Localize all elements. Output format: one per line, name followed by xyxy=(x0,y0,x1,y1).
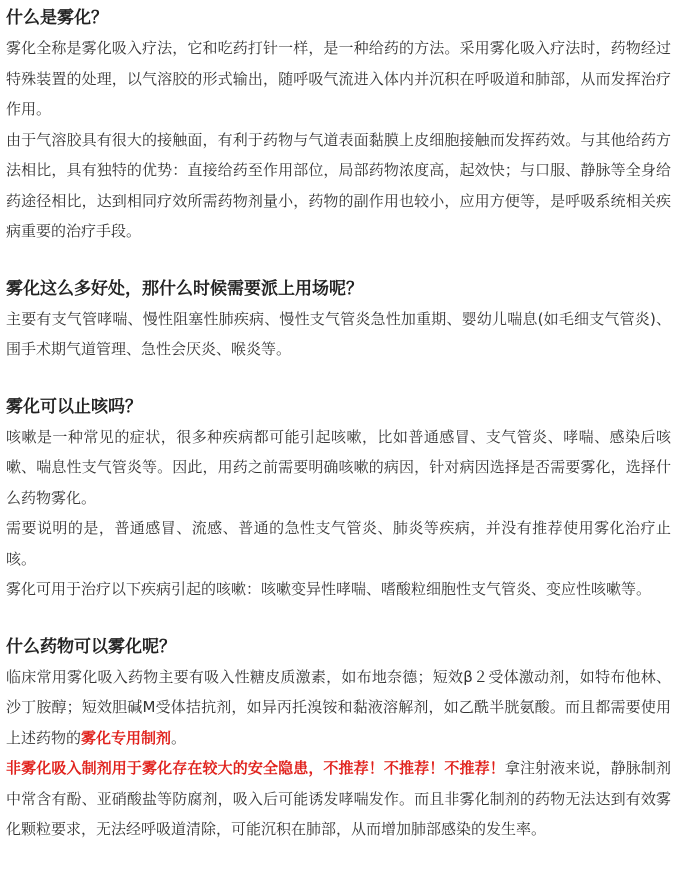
paragraph: 需要说明的是，普通感冒、流感、普通的急性支气管炎、肺炎等疾病，并没有推荐使用雾化治疗止咳。 xyxy=(6,519,671,568)
section-when-to-use xyxy=(6,275,671,365)
paragraph: 主要有支气管哮喘、慢性阻塞性肺疾病、慢性支气管炎急性加重期、婴幼儿喘息(如毛细支气管炎)、围手术期气道管理、急性会厌炎、喉炎等。 xyxy=(6,309,671,358)
section-heading: 雾化这么多好处，那什么时候需要派上用场呢？ xyxy=(6,278,363,299)
section-heading: 什么是雾化？ xyxy=(6,8,108,28)
warning-text: 非雾化吸入制剂用于雾化存在较大的安全隐患，不推荐！不推荐！不推荐！ xyxy=(6,759,505,777)
paragraph-text: 。 xyxy=(171,728,187,747)
section-cough xyxy=(6,393,671,605)
paragraph: 咳嗽是一种常见的症状，很多种疾病都可能引起咳嗽，比如普通感冒、支气管炎、哮喘、感染后咳嗽、喘息性支气管炎等。因此，用药之前需要明确咳嗽的病因，针对病因选择是否需要雾化，选择什么药物雾化。 xyxy=(6,427,671,507)
emphasis-text: 雾化专用制剂 xyxy=(81,728,172,747)
section-gap xyxy=(6,365,671,393)
paragraph: 雾化可用于治疗以下疾病引起的咳嗽：咳嗽变异性哮喘、嗜酸粒细胞性支气管炎、变应性咳嗽等。 xyxy=(6,580,652,598)
section-heading: 什么药物可以雾化呢？ xyxy=(6,636,176,657)
section-which-drugs xyxy=(6,633,671,845)
section-heading: 雾化可以止咳吗？ xyxy=(6,396,142,417)
paragraph: 由于气溶胶具有很大的接触面，有利于药物与气道表面黏膜上皮细胞接触而发挥药效。与其他给药方法相比，具有独特的优势：直接给药至作用部位，局部药物浓度高，起效快；与口服、静脉等全身给药途径相比，达到相同疗效所需药物剂量小，药物的副作用也较小，应用方便等，是呼吸系统相关疾病重要的治疗手段。 xyxy=(6,130,671,240)
section-what-is-nebulization xyxy=(6,4,671,247)
paragraph-text: 拿注射液来说，静脉制剂中常含有酚、亚硝酸盐等防腐剂，吸入后可能诱发哮喘发作。而且非雾化制剂的药物无法达到有效雾化颗粒要求，无法经呼吸道清除，可能沉积在肺部，从而增加肺部感染的发生率。 xyxy=(6,759,671,838)
section-gap xyxy=(6,605,671,633)
paragraph xyxy=(6,753,671,845)
paragraph-text: 临床常用雾化吸入药物主要有吸入性糖皮质激素，如布地奈德；短效β２受体激动剂，如特布他林、沙丁胺醇；短效胆碱M受体拮抗剂，如异丙托溴铵和黏液溶解剂，如乙酰半胱氨酸。而且都需要使用上述药物的 xyxy=(6,667,671,747)
paragraph: 雾化全称是雾化吸入疗法，它和吃药打针一样，是一种给药的方法。采用雾化吸入疗法时，药物经过特殊装置的处理，以气溶胶的形式输出，随呼吸气流进入体内并沉积在呼吸道和肺部，从而发挥治疗作用。 xyxy=(6,39,671,118)
paragraph xyxy=(6,662,671,754)
section-gap xyxy=(6,247,671,275)
